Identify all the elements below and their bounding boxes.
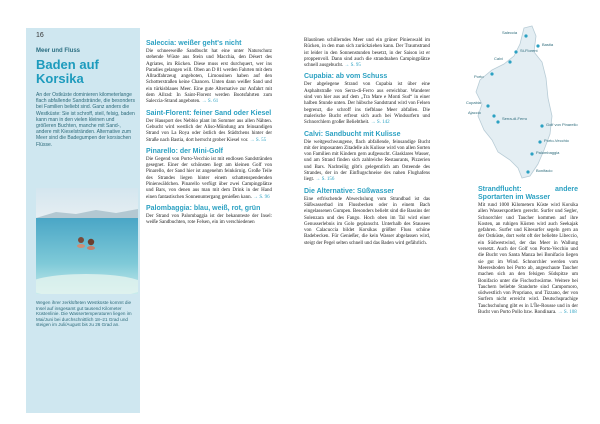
section-heading: Saleccia: weißer geht's nicht bbox=[146, 40, 242, 47]
section-palombaggia bbox=[146, 205, 272, 227]
section-saleccia bbox=[146, 40, 272, 106]
corsica-map bbox=[462, 22, 580, 184]
page-title: Baden auf Korsika bbox=[36, 57, 99, 86]
section-strandflucht bbox=[478, 186, 578, 316]
section-body: Die schneeweiße Sandbucht hat eine unter Naturschutz stehende Wüste aus Stein und Macchia, den Désert des Agriates, im Rücken. Diese muss erst durchquert, wer ins Paradies gelangen will. Oben an D 81 werden Fahrten mit dem Allradfahrzeug angeboten, Limousinen haben auf den Schotterstraßen keine Chancen. Unten dann weißer Sand und ein türkisblaues Meer. Eine gute Alternative zur Anfahrt mit dem Allrad: In Saint-Florent werden Bootsfahrten zum Saleccia-Strand angeboten. → S. 61 bbox=[146, 49, 272, 105]
section-kicker: Meer und Fluss bbox=[36, 48, 81, 54]
map-label: Palombaggia bbox=[536, 150, 560, 155]
section-heading: Saint-Florent: feiner Sand oder Kiesel bbox=[146, 109, 272, 117]
page-reference[interactable]: → S. 156 bbox=[315, 177, 335, 183]
page-reference[interactable]: → S. 108 bbox=[557, 310, 577, 316]
page-number: 16 bbox=[36, 32, 44, 39]
section-body: Die Gegend von Porto-Vecchio ist mit endlosen Sandstränden gesegnet. Einer der schönsten liegt am kleinen Golf von Pinarello, der Sand hier ist angenehm feinkörnig. Große Teile des Strandes liegen hinter einem schattenspendenden Pinienwäldchen. Pinarello verfügt über zwei Campingplätze und Bars, von denen aus man mit dem Drink in der Hand einen fantastischen Sonnenuntergang genießen kann. → S. 96 bbox=[146, 156, 272, 200]
section-palombaggia-cont bbox=[304, 38, 430, 69]
section-body: Der Hausport des Nebbio plant im Sommer aus allen Nähten. Gebucht wird westlich der Aliso-Mündung am feinsandigen Strand von La Roya oder östlich des Städtchens hinter der Straße nach Bastia, dort herrscht grober Kiesel vor. → S. 55 bbox=[146, 118, 272, 143]
map-label: Porto bbox=[474, 74, 484, 79]
map-label: Porto-Vecchio bbox=[544, 138, 569, 143]
page-reference[interactable]: → S. 55 bbox=[249, 137, 267, 143]
map-label: Ajaccio bbox=[468, 110, 481, 115]
map-label: Bonifacio bbox=[536, 168, 553, 173]
column-2 bbox=[304, 38, 430, 251]
section-heading: Cupabia: ab vom Schuss bbox=[304, 73, 388, 81]
section-pinarello bbox=[146, 148, 272, 201]
page-reference[interactable]: → S. 142 bbox=[370, 120, 390, 126]
section-cupabia bbox=[304, 73, 430, 126]
section-heading: Pinarello: der Mini-Golf bbox=[146, 147, 224, 155]
page-reference[interactable]: → S. 96 bbox=[253, 194, 270, 200]
section-calvi bbox=[304, 131, 430, 184]
intro-text: An der Ostküste dominieren kilometerlange flach abfallende Sandstrände, die besonders bei Familien beliebt sind. Ganz anders die Westküste: Sie ist schroff, steil, felsig, baden kann man in den vielen kleinen und größeren Buchten, manche mit Sand-, andere mit Kieselstränden. Alternative zum Meer sind die Badegumpen der korsischen Flüsse. bbox=[36, 92, 135, 148]
map-label: Bastia bbox=[542, 42, 554, 47]
page-reference[interactable]: → S. 61 bbox=[201, 99, 219, 105]
section-body: Blautönen schillerndes Meer und ein grüner Pinienwald im Rücken, in den man sich zurückziehen kann. Der Traumstrand ist leider in den Sonnenstunden besetzt, in der Saison ist er proppenvoll. Dann sind auch die strandnahen Campingplätze schnell ausgebucht. → S. 95 bbox=[304, 38, 430, 69]
section-body: Eine erfrischende Abwechslung vom Strandbad ist das Süßwasserbad im Flussbecken oder in einem Bach eingelassenen Gumpen. Besonders beliebt sind die Bassins der Solenzara und des Fango. Hoch oben im Tal wird einer Genusserlebnis im Golo geplanscht. Unterhalb des Stausees von Calacuccia bildet Korsikas größter Fluss schöne Badebecken. Für Genießer, die kein Wasser abgelassen wird, steigt der Pegel selten schnell und das Baden wird gefährlich. bbox=[304, 196, 430, 246]
section-heading: Strandflucht: andere Sportarten im Wasser bbox=[478, 186, 578, 201]
section-body: Der Strand von Palombaggia ist der bekannteste der Insel: weiße Sandbuchten, rote Felsen, ein im verschiedenen bbox=[146, 213, 272, 226]
column-1 bbox=[146, 40, 272, 231]
section-heading: Palombaggia: blau, weiß, rot, grün bbox=[146, 204, 261, 212]
map-label: Calvi bbox=[494, 56, 503, 61]
section-heading: Calvi: Sandbucht mit Kulisse bbox=[304, 130, 401, 138]
section-saint-florent bbox=[146, 110, 272, 144]
map-label: St-Florent bbox=[520, 48, 538, 53]
map-label: Saleccia bbox=[502, 30, 518, 35]
section-suesswasser bbox=[304, 188, 430, 247]
map-label: Cupabia bbox=[466, 100, 481, 105]
section-body: Die weitgeschwungene, flach abfallende, feinsandige Bucht mit der imposanten Zitadelle als Kulisse wird von allen Sorten von Familien mit Kindern gern aufgesucht. Glasklares Wasser, und am Strand finden sich zahlreiche Restaurants, Pizzerien und Bars. Nachteilig gibt's gelegentlich am Osteende des Strandes, der in der Einflugschneise des nahen Flughafens liegt. → S. 156 bbox=[304, 139, 430, 183]
section-body: Der abgelegene Strand von Cupabia ist über eine Asphaltstraße von Serra-di-Ferro aus erreichbar. Wanderer sind von hier aus auf dem „Tra Mare e Monti Sud“ in einer halben Stunde unten. Der hübsche Sandstrand wird von Felsen begrenzt, die schroff ins tiefblaue Meer abfallen. Die malerische Bucht erfreut sich auch bei Windsurfern und Schnorchlern großer Beliebtheit. → S. 142 bbox=[304, 82, 430, 126]
photo-caption: Wegen ihrer zerklüfteten Westküste kommt die Insel auf insgesamt gut tausend Kilometer Küstenlinie. Die Wassertemperaturen liegen im Mai/Juni bei durchschnittlich 18–21 Grad und steigen im Juli/August bis zu 26 Grad an. bbox=[36, 300, 132, 328]
map-label: Golf von Pinarello bbox=[546, 122, 578, 127]
section-body: Mit rund 1000 Kilometern Küste wird Korsika allen Wassersportlern gerecht. Surfer und Segler, Schnorchler und Taucher kommen auf ihre Kosten, an ruhigen Küsten wird auch Seekajak gefahren. Surfer und Kitesurfer segeln gern an der Ostküste, dort weht oft der beliebte Libeccio, ein Südwestwind, der das Meer in Wallung versetzt. Auch der Golf von Porto-Vecchio und die Bucht von Santa Manza bei Bonifacio liegen sie gut im Wind. Schnorchler werden vom Meeresboden bei Porto ab, angeschaute Taucher machen sich an den felsigen Südspitze um Bonifacio unter die Fischschwärme. Weitere bei Tauchern beliebte Standorte sind Campomoro, südwestlich von Propriano, und Tizzano, der von Surfern nicht erreicht wird. Deutschsprachige Tauchschulung gibt es in L'Île-Rousse und in der Bucht von Porto Pollo bzw. Rondinara. → S. 108 bbox=[478, 203, 578, 316]
beach-photo bbox=[36, 188, 138, 294]
section-heading: Die Alternative: Süßwasser bbox=[304, 187, 394, 195]
map-label: Serra-di-Ferro bbox=[502, 116, 528, 121]
page-reference[interactable]: → S. 95 bbox=[344, 63, 361, 69]
